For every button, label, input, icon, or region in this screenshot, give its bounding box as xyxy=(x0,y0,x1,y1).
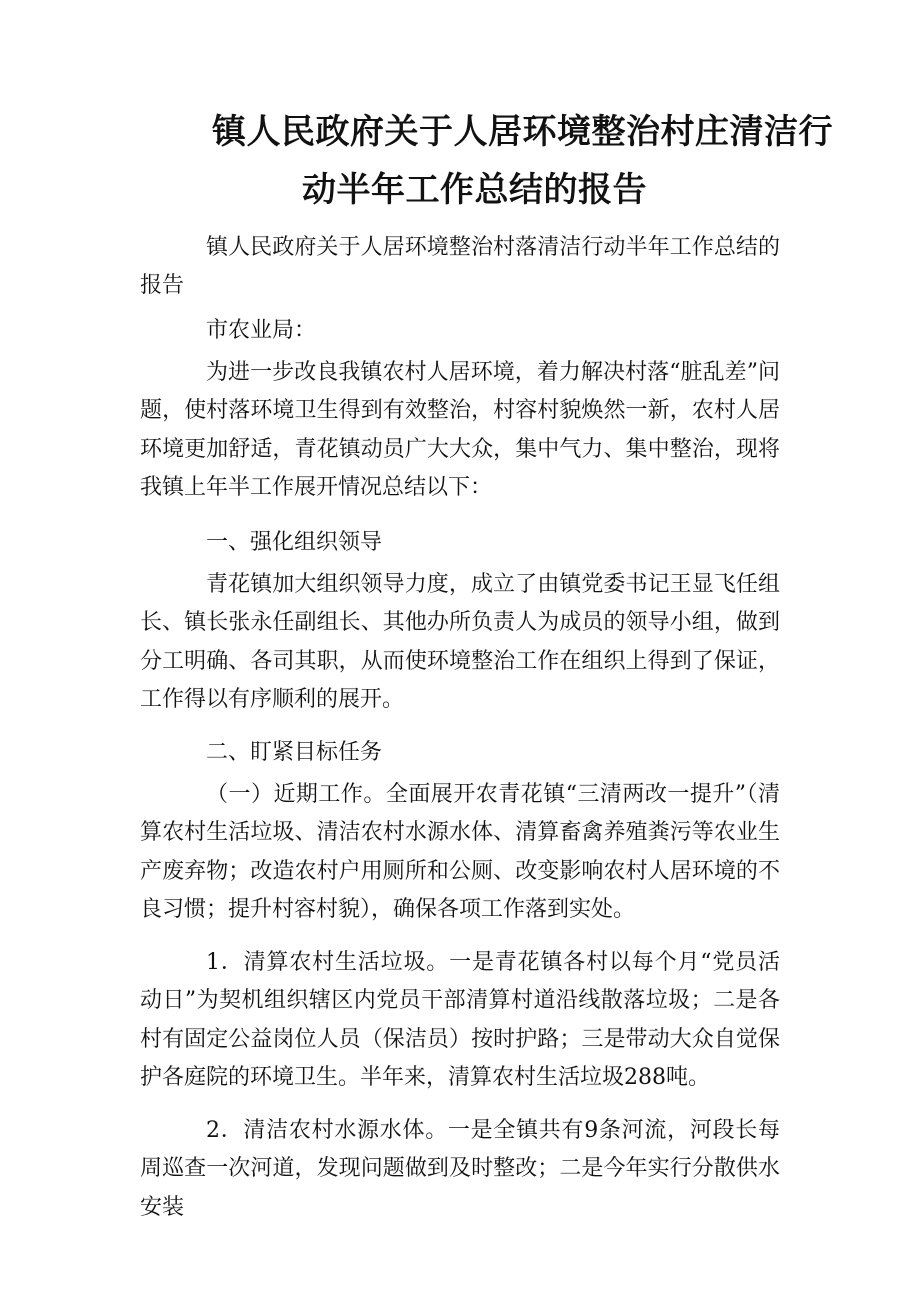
paragraph-intro: 为进一步改良我镇农村人居环境，着力解决村落“脏乱差”问题，使村落环境卫生得到有效整治，村容村貌焕然一新，农村人居环境更加舒适，青花镇动员广大大众，集中气力、集中整治，现将我镇上年半工作展开情况总结以下： xyxy=(140,360,780,501)
document-title-line-1: 镇人民政府关于人居环境整治村庄清洁行 xyxy=(212,112,833,152)
paragraph-addressee: 市农业局： xyxy=(206,318,317,343)
paragraph-section-1: 青花镇加大组织领导力度，成立了由镇党委书记王显飞任组长、镇长张永任副组长、其他办所负责人为成员的领导小组，做到分工明确、各司其职，从而使环境整治工作在组织上得到了保证，工作得以有序顺利的展开。 xyxy=(140,572,780,713)
section-heading-1: 一、强化组织领导 xyxy=(206,530,383,555)
document-title-line-2: 动半年工作总结的报告 xyxy=(302,170,647,210)
paragraph-item-2: 2．清洁农村水源水体。一是全镇共有9条河流，河段长每周巡查一次河道，发现问题做到及时整改；二是今年实行分散供水安装 xyxy=(140,1118,780,1220)
paragraph-subtitle: 镇人民政府关于人居环境整治村落清洁行动半年工作总结的报告 xyxy=(140,235,780,299)
paragraph-near-term-work: （一）近期工作。全面展开农青花镇“三清两改一提升”（清算农村生活垃圾、清洁农村水源水体、清算畜禽养殖粪污等农业生产废弃物；改造农村户用厕所和公厕、改变影响农村人居环境的不良习惯；提升村容村貌），确保各项工作落到实处。 xyxy=(140,782,780,923)
section-heading-2: 二、盯紧目标任务 xyxy=(206,740,383,765)
paragraph-item-1: 1．清算农村生活垃圾。一是青花镇各村以每个月“党员活动日”为契机组织辖区内党员干部清算村道沿线散落垃圾；二是各村有固定公益岗位人员（保洁员）按时护路；三是带动大众自觉保护各庭院的环境卫生。半年来，清算农村生活垃圾288吨。 xyxy=(140,950,780,1091)
